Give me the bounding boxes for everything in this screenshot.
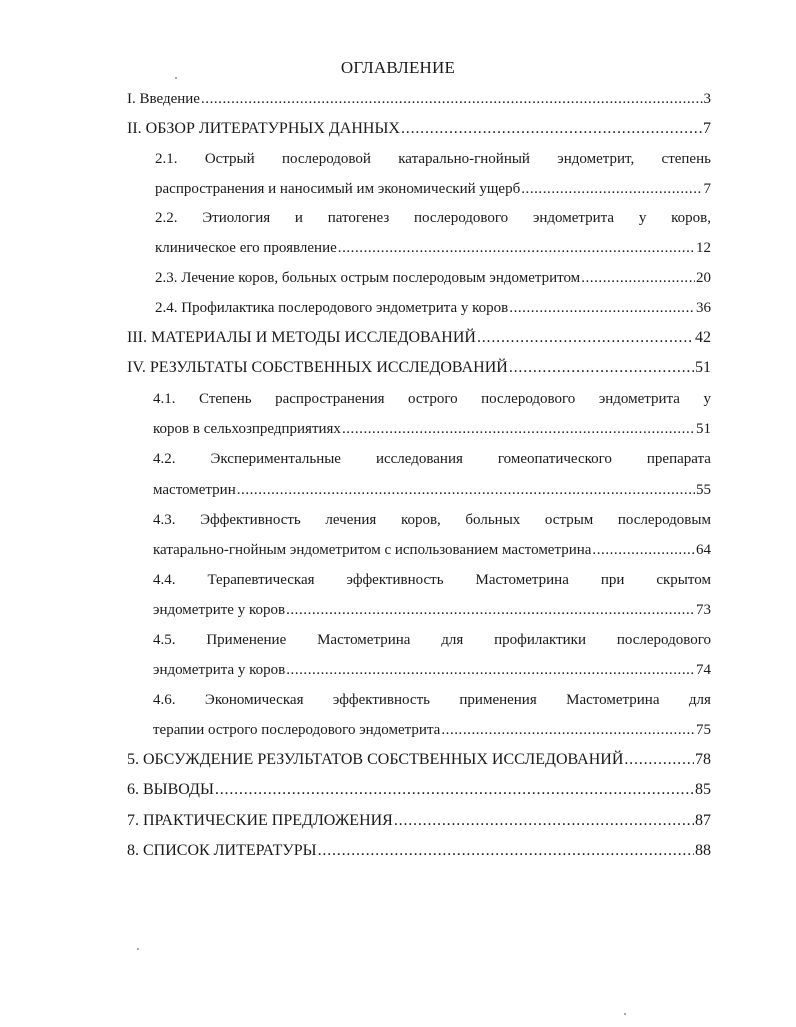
toc-entry-text: III. МАТЕРИАЛЫ И МЕТОДЫ ИССЛЕДОВАНИЙ [127,329,476,346]
toc-entry-text: 8. СПИСОК ЛИТЕРАТУРЫ [127,842,317,859]
word: 4.5. [153,632,176,648]
word: Экспериментальные [210,451,341,467]
word: послеродовым [617,512,711,528]
word: профилактики [494,632,586,648]
dot-leader [624,749,694,771]
dot-leader [215,779,694,801]
dot-leader [286,599,695,621]
word: больных [465,512,521,528]
scan-speck [137,948,139,950]
word: послеродового [481,391,576,407]
word: для [441,632,464,648]
dot-leader [441,719,695,741]
toc-page-number: 12 [696,240,711,256]
toc-page-number: 51 [695,359,711,376]
toc-page-number: 55 [696,482,711,498]
toc-entry-text: эндометрита у коров [153,662,286,678]
toc-page-number: 85 [695,781,711,798]
toc-entry-text: 6. ВЫВОДЫ [127,781,214,798]
dot-leader [201,88,703,110]
scan-speck [175,77,177,79]
dot-leader [509,357,694,379]
word: послеродовой [282,151,371,167]
toc-page-number: 7 [703,181,711,197]
toc-page-number: 88 [695,842,711,859]
word: Мастометрина [475,572,569,588]
word: 4.4. [153,572,176,588]
dot-leader [318,840,694,862]
word: Терапевтическая [207,572,315,588]
toc-entry-4-6-line2[interactable] [153,719,711,741]
toc-entry-text: терапии острого послеродового эндометрита [153,722,441,738]
toc-entry-4-5-line1[interactable] [153,629,711,651]
toc-page-number: 42 [695,329,711,346]
word: препарата [646,451,711,467]
word: лечения [325,512,377,528]
toc-entry-discussion[interactable] [127,749,711,771]
dot-leader [581,267,695,289]
word: 4.6. [153,692,176,708]
word: применения [459,692,537,708]
word: Экономическая [204,692,304,708]
word: 4.3. [153,512,176,528]
word: коров, [671,210,711,226]
toc-entry-text: катарально-гнойным эндометритом с использованием мастометрина [153,542,592,558]
word: для [688,692,711,708]
toc-entry-4-3-line1[interactable] [153,509,711,531]
toc-page-number: 36 [696,300,711,316]
word: катарально-гнойный [398,151,530,167]
toc-page-number: 87 [695,812,711,829]
word: исследования [375,451,463,467]
word: Острый [204,151,255,167]
toc-entry-4-1-line1[interactable] [153,388,711,410]
dot-leader [477,327,694,349]
dot-leader [394,810,694,832]
word: послеродового [616,632,711,648]
toc-entry-conclusions[interactable] [127,779,711,801]
word: 2.1. [155,151,178,167]
dot-leader [592,539,695,561]
dot-leader [338,237,695,259]
toc-entry-4-6-line1[interactable] [153,689,711,711]
word: эффективность [346,572,444,588]
word: у [638,210,647,226]
toc-entry-2-2-line2[interactable] [155,237,711,259]
word: коров, [400,512,441,528]
toc-entry-4-5-line2[interactable] [153,659,711,681]
toc-entry-text: распространения и наносимый им экономический ущерб [155,181,521,197]
toc-page-number: 20 [696,270,711,286]
page-title: ОГЛАВЛЕНИЕ [340,58,456,77]
toc-entry-text: 2.4. Профилактика послеродового эндометрита у коров [155,300,509,316]
toc-entry-proposals[interactable] [127,810,711,832]
toc-entry-text: 7. ПРАКТИЧЕСКИЕ ПРЕДЛОЖЕНИЯ [127,812,393,829]
dot-leader [401,118,702,140]
word: эндометрита [532,210,615,226]
word: 4.1. [153,391,176,407]
word: Этиология [202,210,271,226]
toc-entry-review[interactable] [127,118,711,140]
dot-leader [286,659,695,681]
toc-entry-text: мастометрин [153,482,236,498]
toc-entry-text: коров в сельхозпредприятиях [153,421,341,437]
word: 2.2. [155,210,178,226]
toc-entry-text: 5. ОБСУЖДЕНИЕ РЕЗУЛЬТАТОВ СОБСТВЕННЫХ ИССЛЕДОВАНИЙ [127,751,624,768]
toc-entry-2-4[interactable] [155,297,711,319]
scan-speck [624,1013,626,1015]
toc-entry-text: 2.3. Лечение коров, больных острым послеродовым эндометритом [155,270,581,286]
word: гомеопатического [497,451,612,467]
toc-entry-text: I. Введение [127,91,200,107]
toc-page-number: 51 [696,421,711,437]
toc-entry-text: эндометрите у коров [153,602,286,618]
toc-page-number: 74 [696,662,711,678]
word: 4.2. [153,451,176,467]
toc-entry-references[interactable] [127,840,711,862]
toc-page-number: 73 [696,602,711,618]
toc-page-number: 75 [696,722,711,738]
word: и [294,210,303,226]
word: послеродового [414,210,509,226]
toc-entry-text: IV. РЕЗУЛЬТАТЫ СОБСТВЕННЫХ ИССЛЕДОВАНИЙ [127,359,508,376]
word: скрытом [656,572,711,588]
toc-page-number: 64 [696,542,711,558]
toc-page-number: 7 [703,120,711,137]
word: эндометрит, [557,151,635,167]
word: эффективность [332,692,430,708]
word: степень [661,151,711,167]
dot-leader [521,178,702,200]
word: Применение [206,632,287,648]
word: эндометрита [598,391,680,407]
word: распространения [275,391,385,407]
toc-entry-2-2-line1[interactable] [155,207,711,229]
toc-entry-text: клиническое его проявление [155,240,337,256]
dot-leader [342,418,695,440]
word: Эффективность [200,512,301,528]
toc-entry-intro[interactable] [127,88,711,110]
toc-entry-4-1-line2[interactable] [153,418,711,440]
word: острым [544,512,594,528]
toc-entry-2-3[interactable] [155,267,711,289]
word: Мастометрина [317,632,411,648]
toc-entry-4-2-line2[interactable] [153,479,711,501]
toc-entry-results[interactable] [127,357,711,379]
word: при [600,572,625,588]
dot-leader [237,479,695,501]
toc-entry-4-4-line2[interactable] [153,599,711,621]
dot-leader [509,297,695,319]
toc-entry-2-1-line1[interactable] [155,148,711,170]
word: у [703,391,711,407]
word: острого [408,391,458,407]
word: патогенез [327,210,390,226]
word: Мастометрина [566,692,660,708]
toc-entry-text: II. ОБЗОР ЛИТЕРАТУРНЫХ ДАННЫХ [127,120,400,137]
word: Степень [199,391,252,407]
toc-page-number: 3 [703,91,711,107]
toc-entry-methods[interactable] [127,327,711,349]
toc-entry-4-2-line1[interactable] [153,448,711,470]
toc-page-number: 78 [695,751,711,768]
toc-entry-4-4-line1[interactable] [153,569,711,591]
toc-entry-4-3-line2[interactable] [153,539,711,561]
toc-entry-2-1-line2[interactable] [155,178,711,200]
